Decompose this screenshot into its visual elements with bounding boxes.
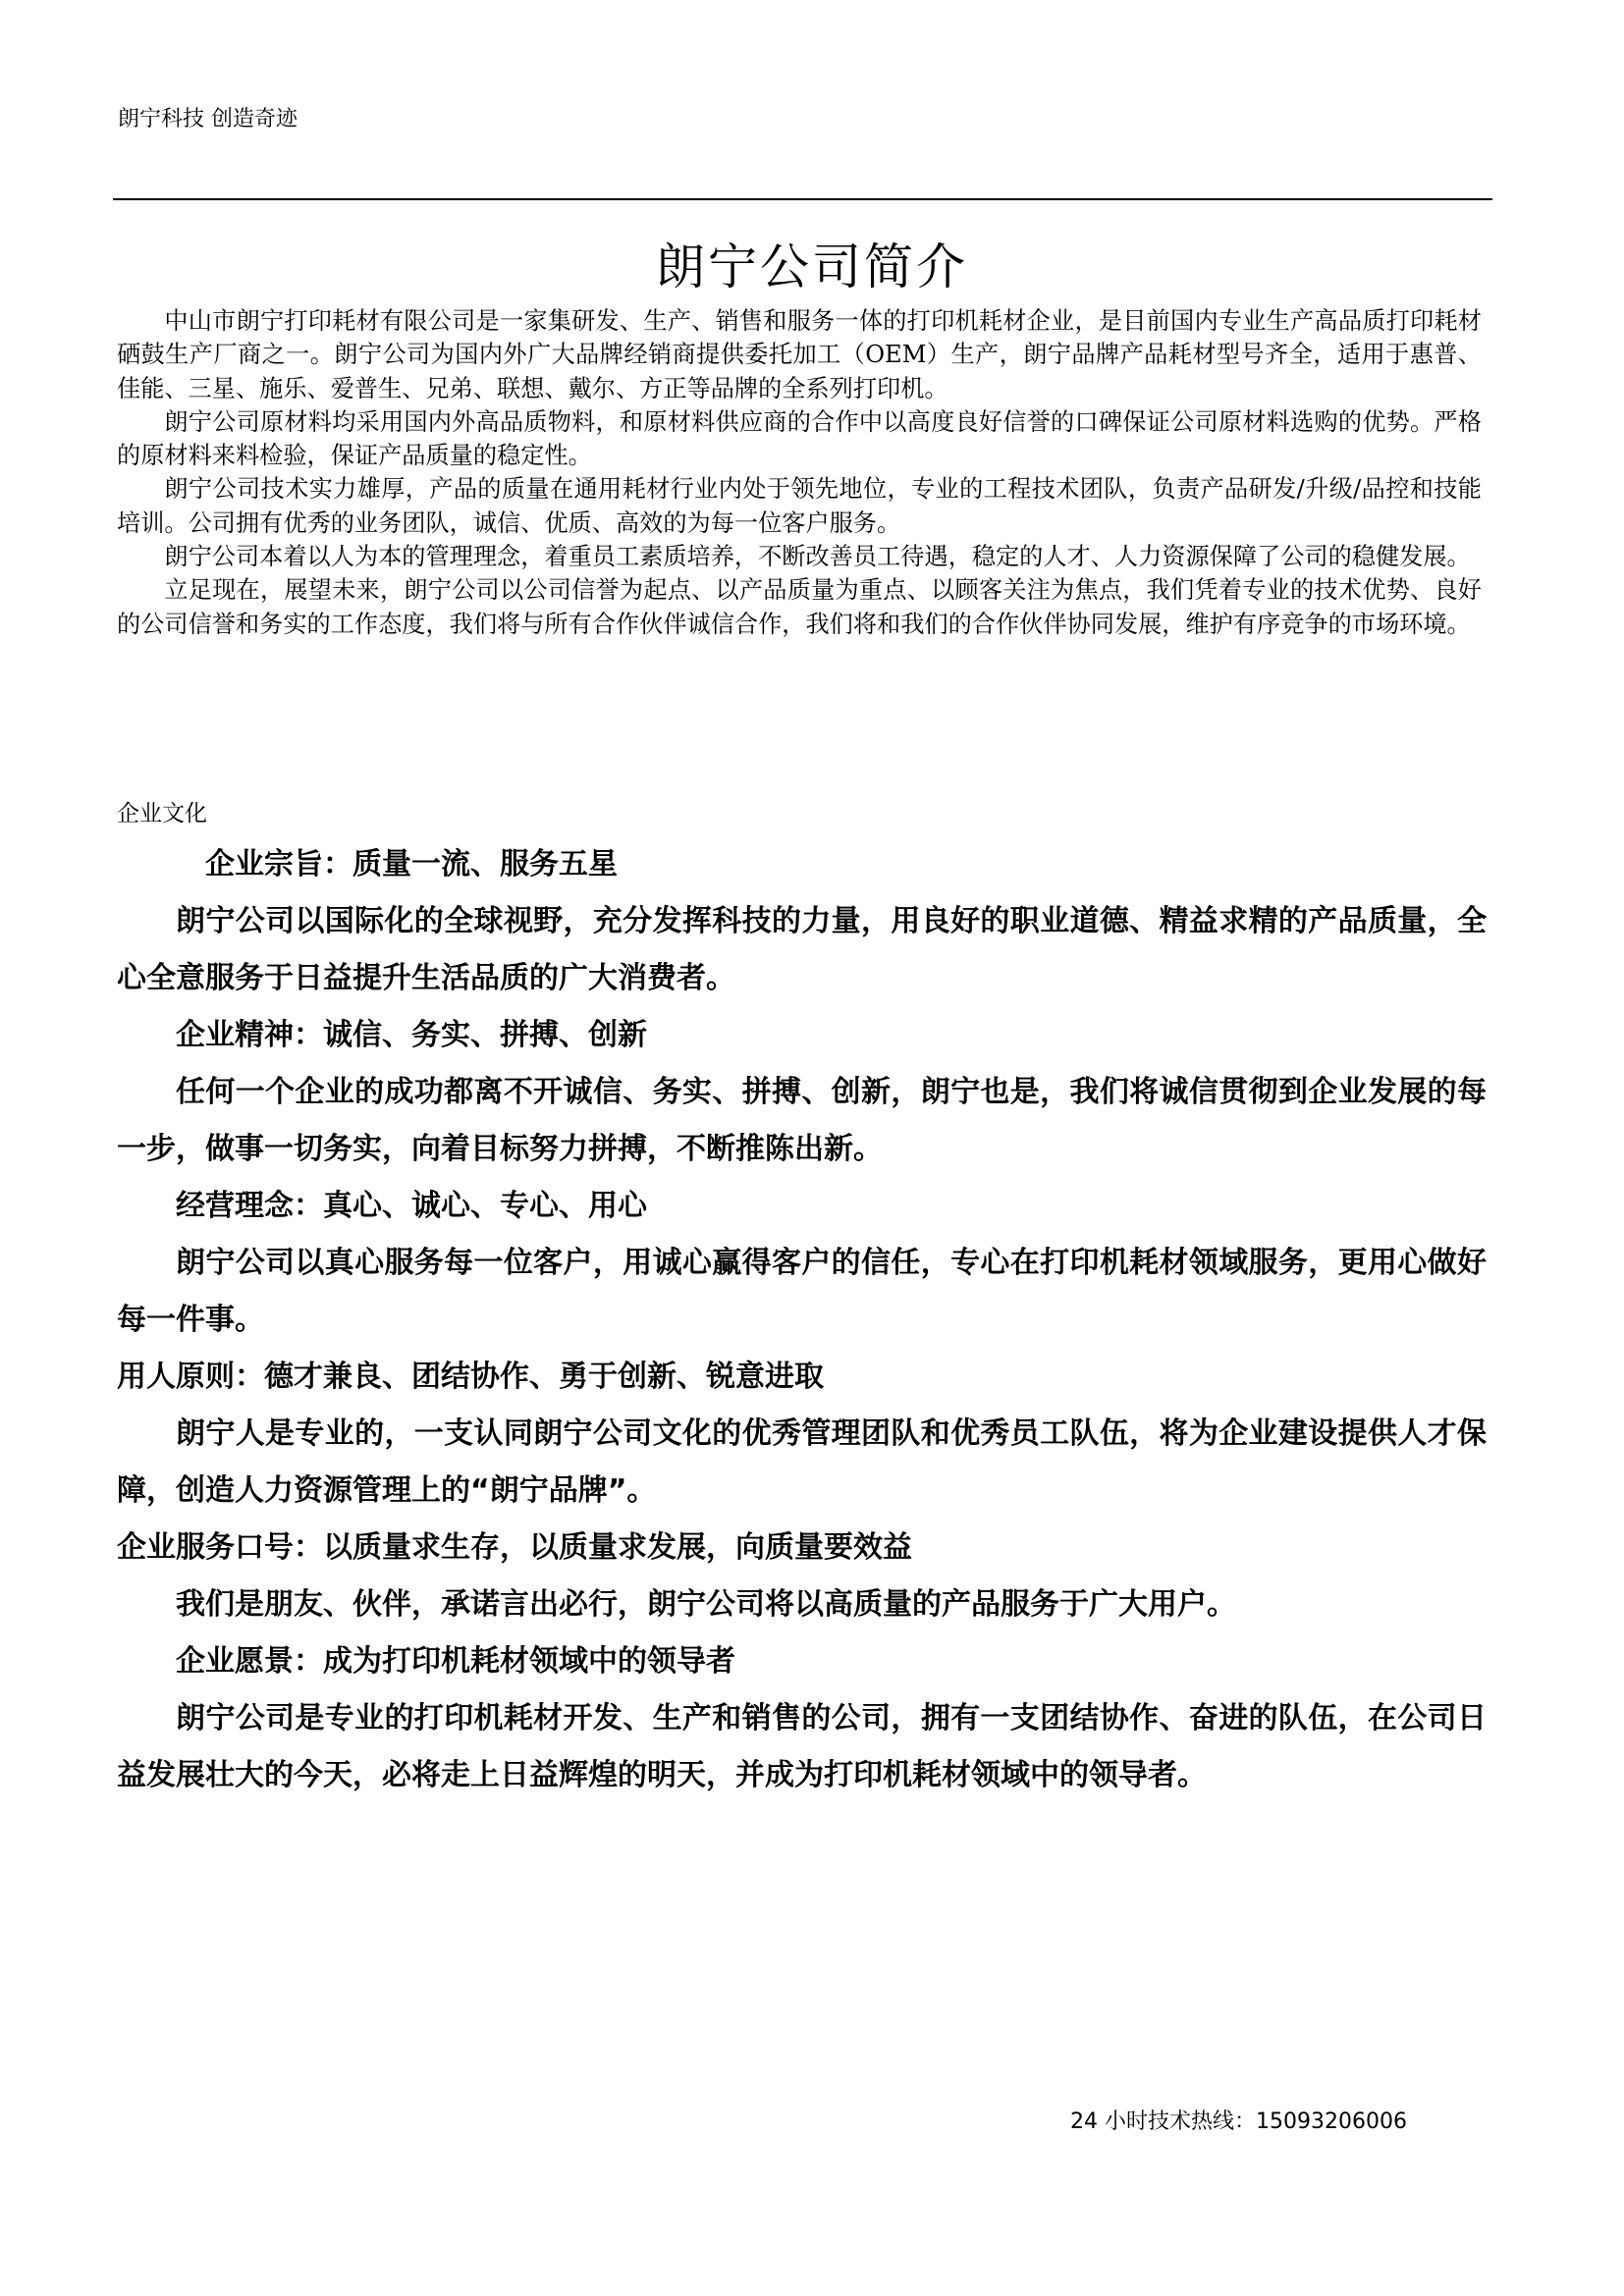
intro-paragraph: 中山市朗宁打印耗材有限公司是一家集研发、生产、销售和服务一体的打印机耗材企业，是目前国内专业生产高品质打印耗材硒鼓生产厂商之一。朗宁公司为国内外广大品牌经销商提供委托加工（OEM）生产，朗宁品牌产品耗材型号齐全，适用于惠普、佳能、三星、施乐、爱普生、兄弟、联想、戴尔、方正等品牌的全系列打印机。 [117, 307, 1482, 402]
spirit-heading: 企业精神：诚信、务实、拼搏、创新 [176, 1018, 647, 1052]
intro-paragraph: 朗宁公司原材料均采用国内外高品质物料，和原材料供应商的合作中以高度良好信誉的口碑保证公司原材料选购的优势。严格的原材料来料检验，保证产品质量的稳定性。 [117, 407, 1482, 470]
vision-text: 朗宁公司是专业的打印机耗材开发、生产和销售的公司，拥有一支团结协作、奋进的队伍，在公司日益发展壮大的今天，必将走上日益辉煌的明天，并成为打印机耗材领域中的领导者。 [117, 1701, 1487, 1792]
vision-heading: 企业愿景：成为打印机耗材领域中的领导者 [176, 1644, 735, 1679]
employment-heading: 用人原则：德才兼良、团结协作、勇于创新、锐意进取 [117, 1360, 824, 1394]
culture-section [117, 836, 1487, 1804]
employment-text: 朗宁人是专业的，一支认同朗宁公司文化的优秀管理团队和优秀员工队伍，将为企业建设提供人才保障，创造人力资源管理上的“朗宁品牌”。 [117, 1416, 1487, 1508]
header-slogan: 朗宁科技 创造奇迹 [118, 107, 298, 132]
page-title: 朗宁公司简介 [656, 239, 968, 295]
header-divider [113, 198, 1492, 200]
slogan-heading: 企业服务口号：以质量求生存，以质量求发展，向质量要效益 [117, 1530, 912, 1565]
philosophy-text: 朗宁公司以真心服务每一位客户，用诚心赢得客户的信任，专心在打印机耗材领域服务，更用心做好每一件事。 [117, 1246, 1487, 1337]
intro-section [117, 304, 1482, 641]
purpose-heading: 企业宗旨：质量一流、服务五星 [205, 847, 618, 881]
philosophy-heading: 经营理念：真心、诚心、专心、用心 [176, 1189, 647, 1223]
purpose-text: 朗宁公司以国际化的全球视野，充分发挥科技的力量，用良好的职业道德、精益求精的产品质量，全心全意服务于日益提升生活品质的广大消费者。 [117, 904, 1487, 995]
intro-paragraph: 朗宁公司技术实力雄厚，产品的质量在通用耗材行业内处于领先地位，专业的工程技术团队，负责产品研发/升级/品控和技能培训。公司拥有优秀的业务团队，诚信、优质、高效的为每一位客户服务。 [117, 475, 1482, 537]
culture-label: 企业文化 [117, 801, 207, 827]
intro-paragraph: 立足现在，展望未来，朗宁公司以公司信誉为起点、以产品质量为重点、以顾客关注为焦点，我们凭着专业的技术优势、良好的公司信誉和务实的工作态度，我们将与所有合作伙伴诚信合作，我们将和我们的合作伙伴协同发展，维护有序竞争的市场环境。 [117, 576, 1482, 638]
intro-paragraph: 朗宁公司本着以人为本的管理理念，着重员工素质培养，不断改善员工待遇，稳定的人才、人力资源保障了公司的稳健发展。 [164, 543, 1471, 571]
slogan-text: 我们是朋友、伙伴，承诺言出必行，朗宁公司将以高质量的产品服务于广大用户。 [176, 1587, 1236, 1622]
hotline-text: 24 小时技术热线：15093206006 [1070, 2109, 1407, 2134]
spirit-text: 任何一个企业的成功都离不开诚信、务实、拼搏、创新，朗宁也是，我们将诚信贯彻到企业发展的每一步，做事一切务实，向着目标努力拼搏，不断推陈出新。 [117, 1075, 1487, 1166]
